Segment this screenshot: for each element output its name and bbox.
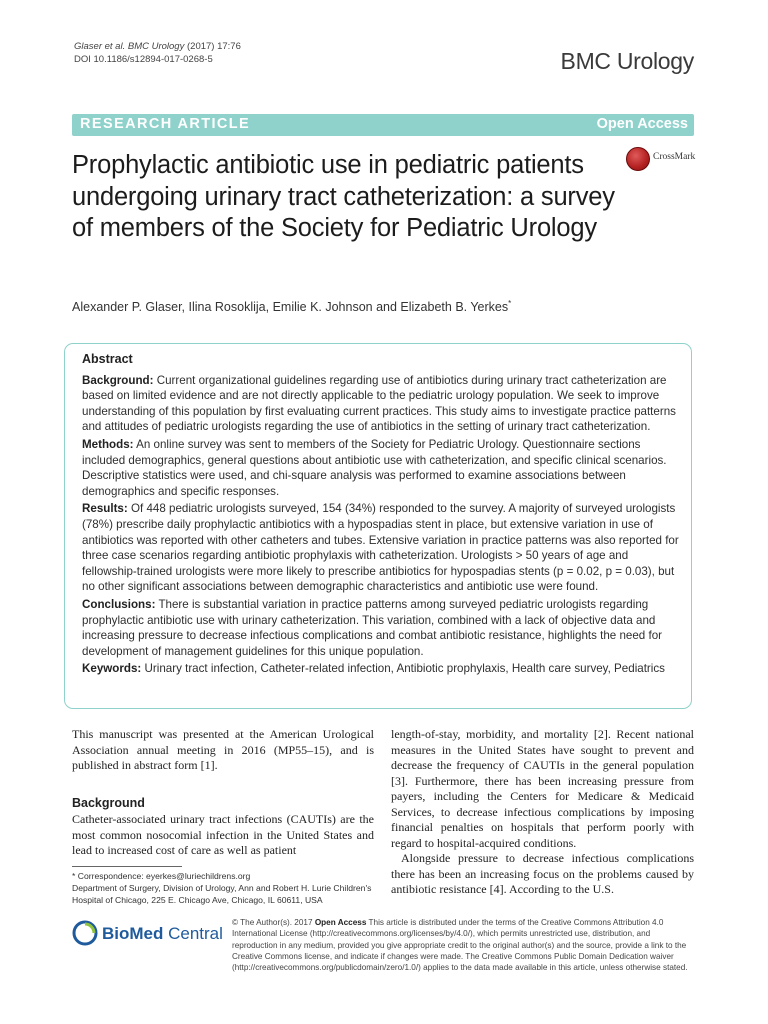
abstract-methods-label: Methods: [82, 437, 134, 451]
abstract-heading: Abstract [82, 352, 133, 366]
abstract-box [64, 343, 692, 709]
crossmark-label: CrossMark [653, 152, 696, 162]
abstract-conclusions [82, 597, 679, 659]
body-right-column [391, 727, 694, 902]
biomed-central-swirl-icon [72, 920, 98, 946]
abstract-background-label: Background: [82, 373, 154, 387]
abstract-conclusions-text: There is substantial variation in practice patterns among surveyed pediatric urologists regarding prophylactic antibiotic use with urinary catheterization. This variation, combined with a lack of objective data and increasing pressure to decrease infectious complications and combat antibiotic resistance, highlights the need for development of management guidelines for this unique population. [82, 597, 663, 658]
right-paragraph-1: length-of-stay, morbidity, and mortality [2]. Recent national measures in the United States have sought to prevent and decrease the frequency of CAUTIs in the general population [3]. Furthermore, there has been increasing pressure from payers, including the Centers for Medicare & Medicaid Services, to decrease infectious complications by imposing financial penalties on hospitals that perform poorly with regard to hospital-acquired conditions. [391, 727, 694, 850]
author-list [72, 299, 511, 314]
citation-line [74, 40, 241, 53]
citation-authors: Glaser et al. [74, 41, 126, 52]
abstract-conclusions-label: Conclusions: [82, 597, 156, 611]
body-left-column [72, 727, 374, 863]
journal-name: BMC Urology [560, 48, 694, 74]
article-type-banner [72, 114, 694, 136]
corresponding-author-mark: * [508, 299, 512, 308]
background-paragraph: Catheter-associated urinary tract infections (CAUTIs) are the most common nosocomial infection in the United States and lead to increased cost of care as well as patient [72, 812, 374, 857]
abstract-results-text: Of 448 pediatric urologists surveyed, 154 (34%) responded to the survey. A majority of surveyed urologists (78%) prescribe daily prophylactic antibiotics with a hypospadias stent in place, but extensive variation in use of antibiotics was reported with other catheters and tubes. Extensive variation in practice patterns was also reported for three case scenarios regarding antibiotic prophylaxis with catheterization. Urologists > 50 years of age and fellowship-trained urologists were more likely to prescribe antibiotics for hypospadias stents (p = 0.02, p = 0.03), but no other significant associations between demographic characteristics and antibiotic use were found. [82, 502, 679, 594]
license-statement [232, 917, 697, 973]
copyright-prefix: © The Author(s). 2017 [232, 918, 313, 927]
footnote-divider [72, 866, 182, 867]
biomed-central-logo[interactable] [72, 920, 222, 948]
abstract-keywords-text: Urinary tract infection, Catheter-related infection, Antibiotic prophylaxis, Health care survey, Pediatrics [144, 662, 665, 676]
footnote [72, 870, 377, 906]
abstract-methods [82, 437, 679, 499]
abstract-background [82, 373, 679, 435]
background-heading: Background [72, 795, 145, 810]
doi-link[interactable]: DOI 10.1186/s12894-017-0268-5 [74, 54, 213, 65]
citation-journal: BMC Urology [127, 41, 185, 52]
license-open-access: Open Access [314, 918, 367, 927]
crossmark-badge[interactable] [626, 147, 706, 173]
abstract-keywords [82, 661, 679, 677]
citation-block [74, 40, 241, 66]
abstract-background-text: Current organizational guidelines regarding use of antibiotics during urinary tract catheterization are based on limited evidence and are not directly applicable to the pediatric urology population. We seek to improve understanding of this population by first evaluating current practices. This study aims to investigate practice patterns and attitudes of pediatric urologists regarding the use of antibiotics in the setting of urinary tract catheterization. [82, 373, 676, 434]
author-affiliation: Department of Surgery, Division of Urology, Ann and Robert H. Lurie Children's Hospital of Chicago, 225 E. Chicago Ave, Chicago, IL 60611, USA [72, 883, 372, 905]
biomed-wordmark-bold: BioMed [102, 924, 164, 943]
abstract-results-label: Results: [82, 502, 128, 516]
biomed-central-wordmark [102, 924, 223, 944]
license-text: This article is distributed under the terms of the Creative Commons Attribution 4.0 International License (http://creativecommons.org/licenses/by/4.0/), which permits unrestricted use, distribution, and reproduction in any medium, provided you give appropriate credit to the original author(s) and the source, provide a link to the Creative Commons license, and indicate if changes were made. The Creative Commons Public Domain Dedication waiver (http://creativecommons.org/publicdomain/zero/1.0/) applies to the data made available in this article, unless otherwise stated. [232, 918, 688, 973]
author-names: Alexander P. Glaser, Ilina Rosoklija, Emilie K. Johnson and Elizabeth B. Yerkes [72, 300, 509, 315]
abstract-methods-text: An online survey was sent to members of the Society for Pediatric Urology. Questionnaire sections included demographics, general questions about antibiotic use with catheterization, and specific clinical scenarios. Descriptive statistics were used, and chi-square analysis was performed to examine associations between demographics and specific responses. [82, 437, 667, 498]
abstract-content [82, 352, 679, 679]
abstract-keywords-label: Keywords: [82, 662, 142, 676]
correspondence-email[interactable]: * Correspondence: eyerkes@luriechildrens.org [72, 871, 251, 881]
presentation-note: This manuscript was presented at the American Urological Association annual meeting in 2016 (MP55–15), and is published in abstract form [1]. [72, 727, 374, 772]
article-title: Prophylactic antibiotic use in pediatric patients undergoing urinary tract catheterization: a survey of members of the Society for Pediatric Urology [72, 151, 615, 242]
central-wordmark: Central [163, 924, 223, 943]
article-type-label: RESEARCH ARTICLE [80, 116, 251, 132]
citation-volume: (2017) 17:76 [187, 41, 241, 52]
right-paragraph-2: Alongside pressure to decrease infectious complications there has been an increasing focus on the problems caused by antibiotic resistance [4]. According to the U.S. [391, 851, 694, 896]
open-access-label: Open Access [596, 116, 688, 132]
abstract-results [82, 501, 679, 595]
